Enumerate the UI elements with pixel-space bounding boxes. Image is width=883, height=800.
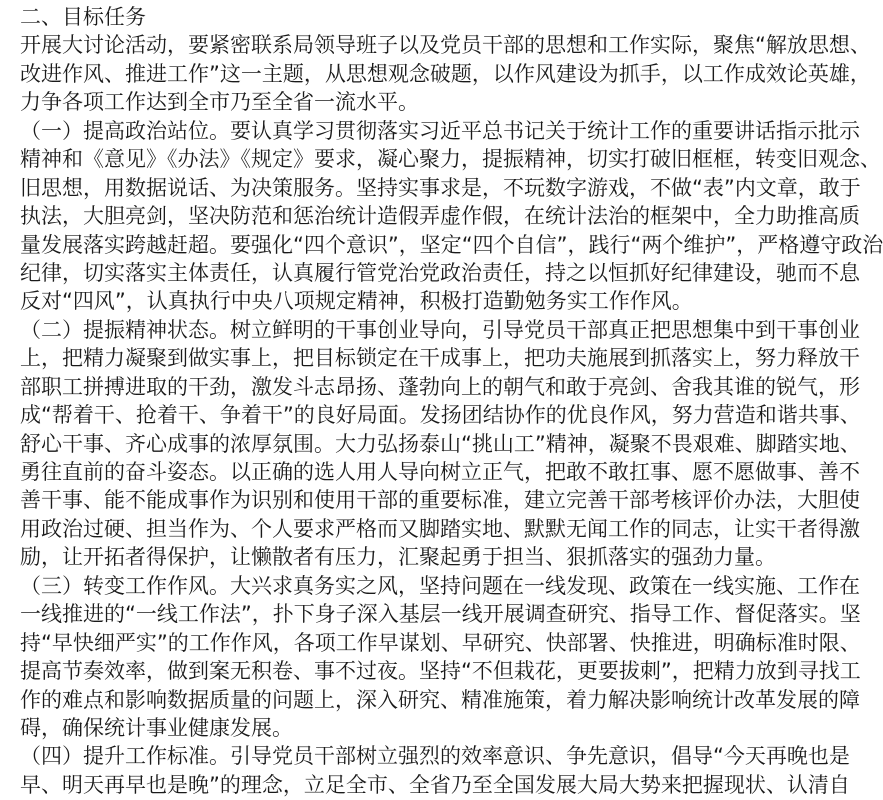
paragraph-section-4	[20, 742, 850, 799]
text-line: 碍，确保统计事业健康发展。	[20, 715, 293, 740]
section-heading: 二、目标任务	[20, 5, 146, 29]
text-line: 力争各项工作达到全市乃至全省一流水平。	[20, 90, 419, 115]
text-line: 早、明天再早也是晚”的理念，立足全市、全省乃至全国发展大局大势来把握现状、认清自	[20, 772, 850, 797]
text-line: 纪律，切实落实主体责任，认真履行管党治党政治责任，持之以恒抓好纪律建设，驰而不息	[20, 260, 860, 285]
text-line: 一线推进的“一线工作法”，扑下身子深入基层一线开展调查研究、指导工作、督促落实。坚	[20, 602, 861, 627]
document-body	[20, 3, 883, 799]
text-line: 开展大讨论活动，要紧密联系局领导班子以及党员干部的思想和工作实际，聚焦“解放思想、	[20, 33, 871, 58]
text-line: 作的难点和影响数据质量的问题上，深入研究、精准施策，着力解决影响统计改革发展的障	[20, 687, 860, 712]
text-line: 旧思想，用数据说话、为决策服务。坚持实事求是，不玩数字游戏，不做“表”内文章，敢于	[20, 175, 861, 200]
text-line: 部职工拼搏进取的干劲，激发斗志昂扬、蓬勃向上的朝气和敢于亮剑、舍我其谁的锐气，形	[20, 374, 860, 399]
text-line: 改进作风、推进工作”这一主题，从思想观念破题，以作风建设为抓手，以工作成效论英雄，	[20, 61, 871, 86]
paragraph-section-3	[20, 572, 861, 743]
paragraph-intro	[20, 31, 871, 116]
text-line: 精神和《意见》《办法》《规定》要求，凝心聚力，提振精神，切实打破旧框框，转变旧观念、	[20, 147, 881, 172]
text-line: 勇往直前的奋斗姿态。以正确的选人用人导向树立正气，把敢不敢扛事、愿不愿做事、善不	[20, 460, 860, 484]
text-line: 执法，大胆亮剑，坚决防范和惩治统计造假弄虚作假，在统计法治的框架中，全力助推高质	[20, 204, 860, 229]
text-line: 持“早快细严实”的工作作风，各项工作早谋划、早研究、快部署、快推进，明确标准时限、	[20, 630, 861, 655]
text-line: 善干事、能不能成事作为识别和使用干部的重要标准，建立完善干部考核评价办法，大胆使	[20, 488, 860, 513]
text-line: 上，把精力凝聚到做实事上，把目标锁定在干成事上，把功夫施展到抓落实上，努力释放干	[20, 346, 860, 371]
text-line: （三）转变工作作风。大兴求真务实之风，坚持问题在一线发现、政策在一线实施、工作在	[20, 573, 860, 598]
text-line: （一）提高政治站位。要认真学习贯彻落实习近平总书记关于统计工作的重要讲话指示批示	[20, 118, 860, 143]
text-line: （二）提振精神状态。树立鲜明的干事创业导向，引导党员干部真正把思想集中到干事创业	[20, 317, 860, 342]
text-line: 提高节奏效率，做到案无积卷、事不过夜。坚持“不但栽花，更要拔刺”，把精力放到寻找工	[20, 659, 861, 684]
text-line: 成“帮着干、抢着干、争着干”的良好局面。发扬团结协作的优良作风，努力营造和谐共事、	[20, 403, 861, 428]
text-line: （四）提升工作标准。引导党员干部树立强烈的效率意识、争先意识，倡导“今天再晚也是	[20, 744, 850, 769]
text-line: 用政治过硬、担当作为、个人要求严格而又脚踏实地、默默无闻工作的同志，让实干者得激	[20, 516, 860, 541]
text-line: 量发展落实跨越赶超。要强化“四个意识”，坚定“四个自信”，践行“两个维护”，严格遵守政治	[20, 232, 883, 257]
text-line: 反对“四风”，认真执行中央八项规定精神，积极打造勤勉务实工作作风。	[20, 289, 693, 314]
paragraph-section-2	[20, 316, 861, 572]
text-line: 舒心干事、齐心成事的浓厚氛围。大力弘扬泰山“挑山工”精神，凝聚不畏艰难、脚踏实地、	[20, 431, 861, 456]
paragraph-section-1	[20, 117, 883, 316]
text-line: 励，让开拓者得保护，让懒散者有压力，汇聚起勇于担当、狠抓落实的强劲力量。	[20, 545, 776, 570]
